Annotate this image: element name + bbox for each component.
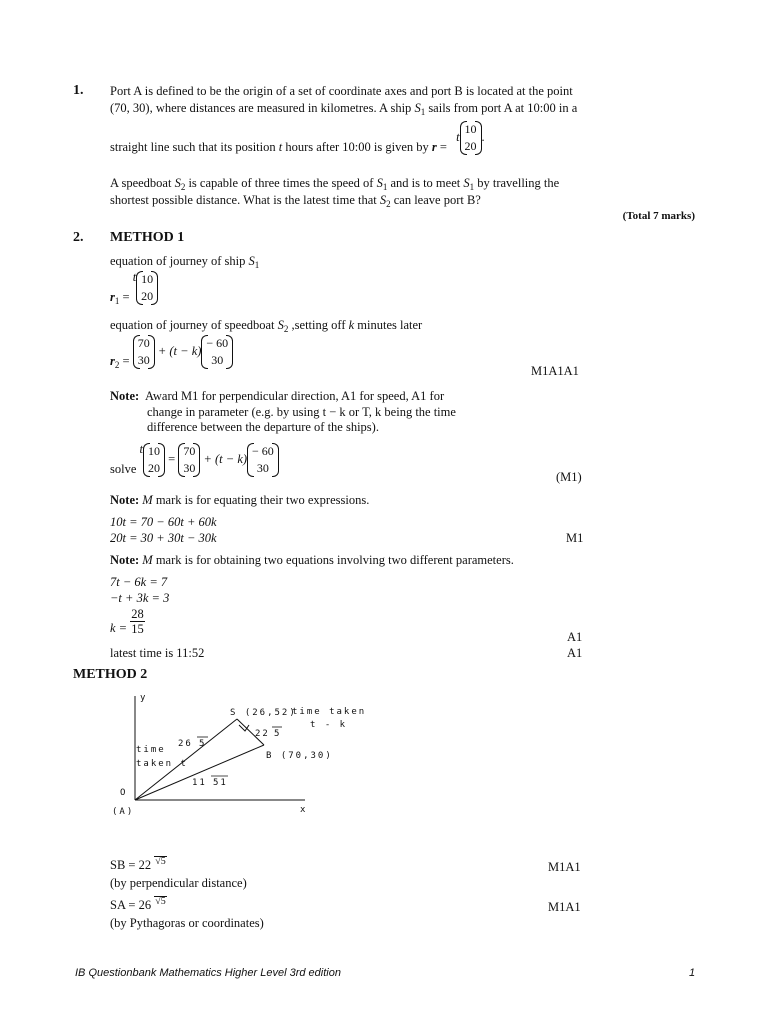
symbol-s: S	[174, 176, 181, 190]
subscript: 1	[382, 182, 388, 192]
symbol-t: t	[278, 140, 283, 154]
equation-d: −t + 3k = 3	[110, 591, 170, 605]
column-vector	[247, 443, 279, 477]
text: is capable of three times the speed of	[188, 176, 374, 190]
sqrt: √5	[155, 896, 166, 907]
note-1-line-3: difference between the departure of the ships).	[147, 420, 379, 434]
method-1-heading: METHOD 1	[110, 230, 185, 245]
k-equals: k =	[110, 621, 128, 635]
time-taken-label: time taken	[292, 707, 367, 717]
column-vector	[133, 335, 155, 369]
eq-boat-line	[110, 318, 422, 333]
column-vector	[201, 335, 233, 369]
text: mark is for obtaining two equations involving two different parameters.	[155, 553, 514, 567]
solve-equation	[110, 443, 279, 477]
root-5-label: 5	[199, 739, 207, 749]
vector-top: 10	[141, 272, 154, 286]
note-1-line-1: Award M1 for perpendicular direction, A1 for speed, A1 for	[145, 389, 445, 403]
vector-top: − 60	[206, 336, 229, 350]
symbol-r: r	[110, 290, 115, 304]
method-2-heading: METHOD 2	[73, 667, 148, 682]
r1-equation	[110, 271, 158, 305]
subscript: 1	[469, 182, 475, 192]
symbol-s: S	[414, 101, 421, 115]
vector-bottom: 30	[183, 461, 196, 475]
subscript: 1	[254, 260, 260, 270]
symbol-s: S	[463, 176, 470, 190]
column-vector	[136, 271, 158, 305]
symbol-k: k	[348, 318, 355, 332]
symbol-m: M	[142, 493, 153, 507]
column-vector	[143, 443, 165, 477]
numerator: 28	[131, 607, 144, 621]
point-s-label: S (26,52)	[230, 708, 297, 718]
symbol-s: S	[376, 176, 383, 190]
root-51-label: 51	[213, 778, 228, 788]
question-2-number: 2.	[73, 230, 84, 245]
equals-sign: =	[122, 354, 130, 368]
radicand: 5	[160, 856, 166, 867]
vector-bottom: 30	[211, 353, 224, 367]
solve-label: solve	[110, 462, 137, 476]
q1-line-3: straight line such that its position t hours after 10:00 is given by r = t 10 20 .	[110, 122, 485, 154]
q1-line-3-text	[110, 140, 447, 155]
symbol-r: r	[431, 140, 437, 154]
eq-ship-line	[110, 254, 259, 269]
left-taken-label: taken t	[136, 759, 188, 769]
marks-m1-paren: (M1)	[556, 470, 582, 484]
sa-equation	[110, 898, 167, 913]
equation-a: 10t = 70 − 60t + 60k	[110, 515, 217, 529]
marks-m1a1a1: M1A1A1	[531, 364, 579, 378]
length-22-label: 22	[255, 729, 270, 739]
question-1-number: 1.	[73, 83, 84, 98]
equals-sign: =	[168, 451, 176, 466]
denominator: 15	[131, 622, 144, 636]
note-3	[110, 553, 514, 568]
left-time-label: time	[136, 745, 166, 755]
y-axis-label: y	[140, 693, 148, 703]
vector-bottom: 20	[148, 461, 160, 475]
scalar-t: t	[132, 269, 137, 284]
vector-bottom: 30	[256, 461, 269, 475]
subscript: 2	[114, 360, 120, 370]
sa-note: (by Pythagoras or coordinates)	[110, 916, 264, 930]
sb-text: SB = 22	[110, 858, 152, 872]
vector-bottom: 30	[137, 353, 150, 367]
marks-a1: A1	[567, 630, 583, 644]
marks-m1: M1	[566, 531, 584, 545]
q1-line-2a: (70, 30), where distances are measured in kilometres. A ship	[110, 101, 412, 115]
symbol-s: S	[277, 318, 284, 332]
symbol-r: r	[110, 354, 115, 368]
text: by travelling the	[477, 176, 560, 190]
vector-bottom: 20	[141, 289, 154, 303]
root-5-label-b: 5	[274, 729, 282, 739]
x-axis-label: x	[300, 805, 308, 815]
subscript: 1	[420, 107, 426, 117]
text: equation of journey of speedboat	[110, 318, 275, 332]
subscript: 2	[180, 182, 186, 192]
text: A speedboat	[110, 176, 172, 190]
equals-sign: =	[122, 290, 130, 304]
r2-equation	[110, 335, 233, 369]
r1-label	[110, 290, 130, 305]
subscript: 2	[386, 199, 391, 209]
note-1-line-2: change in parameter (e.g. by using t − k or T, k being the time	[147, 405, 456, 419]
r2-label	[110, 354, 130, 369]
vector-top: 10	[464, 122, 477, 136]
q1-para-2-line-2	[110, 193, 481, 208]
symbol-s: S	[248, 254, 255, 268]
subscript: 1	[114, 296, 120, 306]
length-26-label: 26	[178, 739, 193, 749]
sqrt: √5	[155, 856, 166, 867]
note-2	[110, 493, 369, 508]
vector-top: 70	[183, 444, 196, 458]
text: ,setting off	[291, 318, 346, 332]
vector-top: − 60	[252, 444, 274, 458]
sb-note: (by perpendicular distance)	[110, 876, 247, 890]
note-label: Note:	[110, 493, 140, 507]
symbol-m: M	[142, 553, 153, 567]
column-vector	[178, 443, 200, 477]
vector-top: 70	[137, 336, 150, 350]
origin-a-label: (A)	[112, 807, 135, 817]
plus-t-minus-k: + (t − k)	[157, 343, 202, 358]
k-value	[110, 607, 145, 636]
marks-sa: M1A1	[548, 900, 581, 914]
q1-line-2b: sails from port A at 10:00 in a	[428, 101, 578, 115]
page-number: 1	[689, 967, 696, 979]
text: minutes later	[357, 318, 423, 332]
length-11-label: 11	[192, 778, 207, 788]
text: can leave port B?	[393, 193, 481, 207]
vector-top: 10	[148, 444, 160, 458]
latest-time: latest time is 11:52	[110, 646, 205, 660]
sa-text: SA = 26	[110, 898, 152, 912]
vector-bottom: 20	[464, 139, 477, 153]
fraction	[130, 607, 145, 636]
plus-t-minus-k: + (t − k)	[203, 451, 248, 466]
note-label: Note:	[110, 389, 140, 403]
sb-equation	[110, 858, 167, 873]
method-2-diagram	[100, 688, 380, 828]
matrix-scalar-t: t	[456, 129, 460, 144]
symbol-s: S	[379, 193, 387, 207]
marks-a1-b: A1	[567, 646, 583, 660]
marks-sb: M1A1	[548, 860, 581, 874]
equation-b: 20t = 30 + 30t − 30k	[110, 531, 217, 545]
footer-source: IB Questionbank Mathematics Higher Level 3rd edition	[75, 967, 341, 979]
column-vector	[460, 121, 482, 155]
q1-para-2-line-1	[110, 176, 559, 191]
radicand: 5	[160, 896, 166, 907]
subscript: 2	[283, 324, 289, 334]
t-minus-k-label: t - k	[310, 720, 348, 730]
text: equation of journey of ship	[110, 254, 246, 268]
q1-line-3a: straight line such that its position	[110, 140, 276, 154]
q1-line-1: Port A is defined to be the origin of a set of coordinate axes and port B is located at the point	[110, 84, 573, 98]
text: shortest possible distance. What is the latest time that	[110, 193, 377, 207]
equals-sign: =	[439, 140, 447, 154]
origin-label: O	[120, 788, 128, 798]
point-b-label: B (70,30)	[266, 751, 333, 761]
q1-line-3b: hours after 10:00 is given by	[285, 140, 429, 154]
scalar-t: t	[139, 441, 143, 456]
note-label: Note:	[110, 553, 140, 567]
q1-line-2	[110, 101, 577, 116]
total-marks: (Total 7 marks)	[622, 210, 695, 222]
text: mark is for equating their two expressions.	[155, 493, 370, 507]
equation-c: 7t − 6k = 7	[110, 575, 168, 589]
text: and is to meet	[390, 176, 461, 190]
